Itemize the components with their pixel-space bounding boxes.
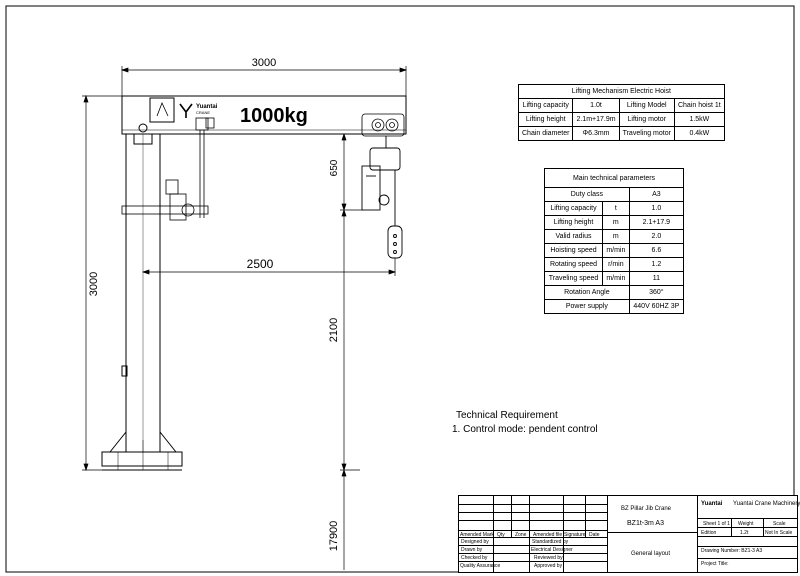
pillar-base	[102, 432, 182, 470]
tb-scale-value: Not In Scale	[765, 530, 793, 536]
requirements-heading: Technical Requirement	[456, 410, 558, 421]
param-unit: m/min	[602, 272, 629, 286]
dimension-reach-label: 2500	[246, 257, 274, 271]
param-label: Traveling speed	[545, 272, 603, 286]
param-label: Duty class	[545, 188, 630, 202]
dimension-top-width-label: 3000	[251, 57, 277, 69]
param-label: Valid radius	[545, 230, 603, 244]
requirement-item: 1. Control mode: pendent control	[452, 424, 598, 435]
param-label: Power supply	[545, 300, 630, 314]
param-value: 11	[629, 272, 683, 286]
tb-edition-label: Edition	[701, 530, 717, 536]
param-label: Lifting capacity	[545, 202, 603, 216]
tb-company: Yuantai Crane Machinery	[733, 501, 800, 507]
param-unit: r/min	[602, 258, 629, 272]
hoist-cell: 1.0t	[573, 99, 619, 113]
title-block	[458, 495, 798, 573]
svg-text:CRANE: CRANE	[196, 110, 211, 115]
tb-drawn-by: Drawn by	[461, 547, 483, 553]
hoist-cell: 2.1m+17.9m	[573, 113, 619, 127]
param-value: 2.1+17.9	[629, 216, 683, 230]
jib-capacity-label: 1000kg	[240, 105, 308, 127]
tb-header-signature: Signature	[564, 532, 586, 538]
params-table-title: Main technical parameters	[545, 169, 684, 188]
trolley	[362, 114, 404, 136]
tb-general-layout: General layout	[631, 551, 671, 557]
param-unit: m/min	[602, 244, 629, 258]
tb-checked-by: Checked by	[461, 555, 488, 561]
hoist-cell: Φ6.3mm	[573, 127, 619, 141]
param-value: 6.6	[629, 244, 683, 258]
tb-header-zone: Zone	[515, 532, 527, 538]
tb-header-amended-file: Amended file	[533, 532, 563, 538]
pillar	[122, 124, 160, 452]
tb-header-amended-mark: Amended Mark	[460, 532, 494, 538]
param-value: 440V 60HZ 3P	[629, 300, 683, 314]
tb-logo: Yuantai	[701, 501, 723, 507]
tb-reviewed-by: Reviewed by	[534, 555, 563, 561]
slewing-brace	[122, 118, 214, 220]
param-value: 1.0	[629, 202, 683, 216]
dimension-bottom-depth-label: 17900	[328, 520, 340, 552]
hoist-cell: Traveling motor	[619, 127, 674, 141]
param-value: 1.2	[629, 258, 683, 272]
hoist-cell: Chain hoist 1t	[674, 99, 724, 113]
yuantai-logo	[180, 104, 218, 118]
tb-header-qty: Qty	[497, 532, 505, 538]
param-value: 360°	[629, 286, 683, 300]
hoist-cell: Lifting Model	[619, 99, 674, 113]
param-unit: t	[602, 202, 629, 216]
tb-electrical-designer: Electrical Designer	[531, 547, 573, 553]
dimension-top-width	[122, 66, 406, 96]
hoist-cell: Lifting capacity	[519, 99, 573, 113]
tb-sheet: Sheet 1 of 1	[703, 521, 730, 527]
dimension-left-height-label: 3000	[88, 271, 100, 297]
tb-standardized-by: Standardized by	[532, 539, 569, 545]
tb-product: BZ Pillar Jib Crane	[621, 506, 672, 512]
hoist-cell: Chain diameter	[519, 127, 573, 141]
tb-model: BZ1t-3m A3	[627, 520, 664, 527]
tb-designed-by: Designed by	[461, 539, 489, 545]
param-label: Lifting height	[545, 216, 603, 230]
tb-project-title: Project Title:	[701, 561, 729, 567]
tb-header-date: Date	[589, 532, 600, 538]
hoist-spec-table	[518, 84, 725, 141]
param-unit: m	[602, 216, 629, 230]
svg-text:Yuantai: Yuantai	[196, 104, 218, 110]
param-unit: m	[602, 230, 629, 244]
tb-scale-label: Scale	[773, 521, 786, 527]
param-label: Rotation Angle	[545, 286, 630, 300]
electric-hoist	[362, 136, 402, 258]
hoist-table-title: Lifting Mechanism Electric Hoist	[519, 85, 725, 99]
dimension-right-height-label: 2100	[328, 317, 340, 343]
tb-approved-by: Approved by	[534, 563, 563, 569]
main-parameters-table	[544, 168, 684, 314]
param-label: Hoisting speed	[545, 244, 603, 258]
param-value: 2.0	[629, 230, 683, 244]
param-label: Rotating speed	[545, 258, 603, 272]
hoist-cell: Lifting motor	[619, 113, 674, 127]
tb-quality-assurance: Quality Assurance	[460, 563, 501, 569]
param-value: A3	[629, 188, 683, 202]
tb-drawing-number: Drawing Number: BZ1-3 A3	[701, 548, 763, 554]
hoist-cell: Lifting height	[519, 113, 573, 127]
tb-edition-value: 1.2t	[740, 530, 749, 536]
tb-weight-label: Weight	[738, 521, 754, 527]
dimension-hoist-drop-label: 650	[329, 159, 340, 177]
hoist-cell: 0.4kW	[674, 127, 724, 141]
dimension-right-chain	[340, 134, 362, 570]
hoist-cell: 1.5kW	[674, 113, 724, 127]
